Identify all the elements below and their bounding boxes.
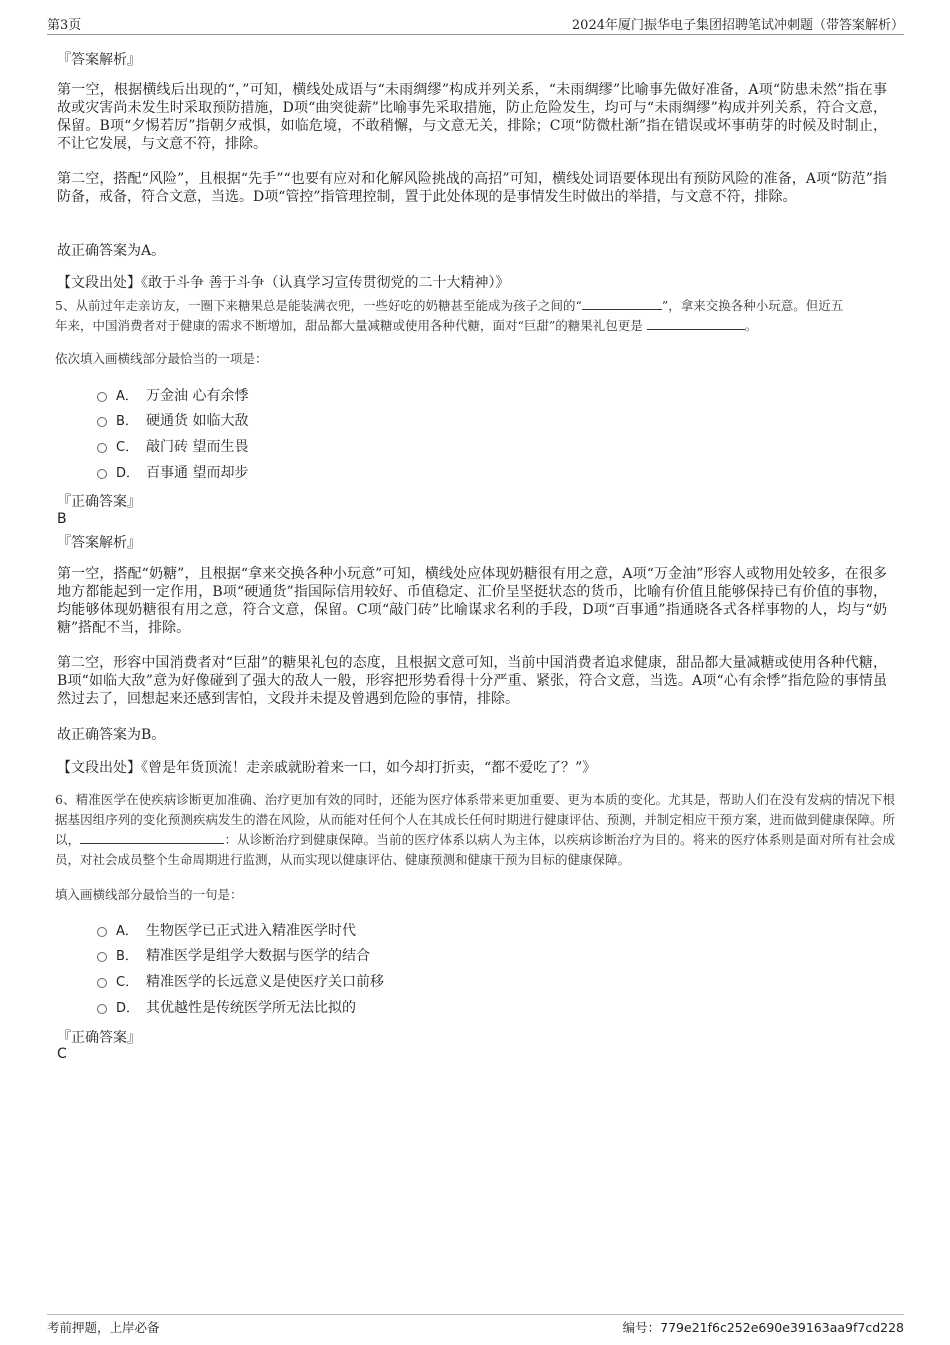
option-b[interactable]: B． 精准医学是组学大数据与医学的结合 (97, 946, 370, 966)
option-d[interactable]: D． 百事通 望而却步 (97, 463, 248, 483)
analysis-label: 『答案解析』 (57, 535, 141, 551)
answer-label: 『正确答案』 (57, 494, 141, 510)
fill-blank (582, 297, 662, 310)
option-a[interactable]: A． 生物医学已正式进入精准医学时代 (97, 921, 356, 941)
radio-icon[interactable] (97, 443, 107, 453)
correct-answer: B (57, 511, 67, 527)
radio-icon[interactable] (97, 469, 107, 479)
radio-icon[interactable] (97, 927, 107, 937)
analysis-paragraph: 第一空，根据横线后出现的“，”可知，横线处成语与“未雨绸缪”构成并列关系，“未雨绸缪”比喻事先做好准备，A项“防患未然”指在事故或灾害尚未发生时采取预防措施，D项“曲突徙薪”比喻事先采取措施，防止危险发生，均可与“未雨绸缪”构成并列关系，符合文意，保留。B项“夕惕若厉”指朝夕戒惧，如临危境，不敢稍懈，与文意无关，排除；C项“防微杜渐”指在错误或坏事萌芽的时候及时制止，不让它发展，与文意不符，排除。 (57, 82, 887, 152)
document-code: 编号：779e21f6c252e690e39163aa9f7cd228 (622, 1320, 904, 1335)
fill-blank (80, 831, 224, 844)
radio-icon[interactable] (97, 952, 107, 962)
option-a[interactable]: A． 万金油 心有余悸 (97, 386, 248, 406)
question-prompt: 填入画横线部分最恰当的一句是： (55, 887, 243, 902)
question-stem: 5、从前过年走亲访友，一圈下来糖果总是能装满衣兜，一些好吃的奶糖甚至能成为孩子之间的“ ”，拿来交换各种小玩意。但近五 年来，中国消费者对于健康的需求不断增加，甜品都大量减糖或使用各种代糖，面对“巨甜”的糖果礼包更是 。 (55, 298, 844, 333)
radio-icon[interactable] (97, 978, 107, 988)
correct-answer: C (57, 1046, 67, 1062)
document-title: 2024年厦门振华电子集团招聘笔试冲刺题（带答案解析） (571, 18, 904, 33)
page-footer (47, 1314, 904, 1338)
answer-label: 『正确答案』 (57, 1030, 141, 1046)
page-number: 第3页 (47, 18, 82, 33)
option-b[interactable]: B． 硬通货 如临大敌 (97, 411, 248, 431)
analysis-label: 『答案解析』 (57, 52, 141, 68)
analysis-paragraph: 第一空，搭配“奶糖”，且根据“拿来交换各种小玩意”可知，横线处应体现奶糖很有用之意，A项“万金油”形容人或物用处较多，在很多地方都能起到一定作用，B项“硬通货”指国际信用较好、币值稳定、汇价呈坚挺状态的货币，比喻有价值且能够保持已有价值的事物，均能够体现奶糖很有用之意，符合文意，保留。C项“敲门砖”比喻谋求名利的手段，D项“百事通”指通晓各式各样事物的人，均与“奶糖”搭配不当，排除。 (57, 566, 887, 636)
source-citation: 【文段出处】《曾是年货顶流！走亲戚就盼着来一口，如今却打折卖，“都不爱吃了？”》 (57, 760, 597, 776)
option-c[interactable]: C． 敲门砖 望而生畏 (97, 437, 248, 457)
conclusion: 故正确答案为B。 (57, 727, 166, 743)
page-header (47, 14, 904, 35)
source-citation: 【文段出处】《敢于斗争 善于斗争（认真学习宣传贯彻党的二十大精神）》 (57, 275, 510, 291)
option-d[interactable]: D． 其优越性是传统医学所无法比拟的 (97, 998, 356, 1018)
conclusion: 故正确答案为A。 (57, 243, 166, 259)
question-stem: 6、精准医学在使疾病诊断更加准确、治疗更加有效的同时，还能为医疗体系带来更加重要、更为本质的变化。尤其是，帮助人们在没有发病的情况下根据基因组序列的变化预测疾病发生的潜在风险，从而能对任何个人在其成长任何时期进行健康评估、预测，并制定相应干预方案，进而做到健康保障。所以， ：从诊断治疗到健康保障。当前的医疗体系以病人为主体，以疾病诊断治疗为目的。将来的医疗体系则是面对所有社会成员，对社会成员整个生命周期进行监测，从而实现以健康评估、健康预测和健康干预为目标的健康保障。 (55, 792, 895, 867)
option-c[interactable]: C． 精准医学的长远意义是使医疗关口前移 (97, 972, 384, 992)
fill-blank (647, 317, 745, 330)
radio-icon[interactable] (97, 392, 107, 402)
question-prompt: 依次填入画横线部分最恰当的一项是： (55, 351, 268, 366)
analysis-paragraph: 第二空，形容中国消费者对“巨甜”的糖果礼包的态度，且根据文意可知，当前中国消费者追求健康，甜品都大量减糖或使用各种代糖，B项“如临大敌”意为好像碰到了强大的敌人一般，形容把形势看得十分严重、紧张，符合文意，当选。A项“心有余悸”指危险的事情虽然过去了，回想起来还感到害怕，文段并未提及曾遇到危险的事情，排除。 (57, 655, 887, 707)
radio-icon[interactable] (97, 417, 107, 427)
footer-slogan: 考前押题，上岸必备 (47, 1320, 160, 1335)
analysis-paragraph: 第二空，搭配“风险”，且根据“先手”“也要有应对和化解风险挑战的高招”可知，横线处词语要体现出有预防风险的准备，A项“防范”指防备，戒备，符合文意，当选。D项“管控”指管理控制，置于此处体现的是事情发生时做出的举措，与文意不符，排除。 (57, 171, 887, 205)
radio-icon[interactable] (97, 1004, 107, 1014)
